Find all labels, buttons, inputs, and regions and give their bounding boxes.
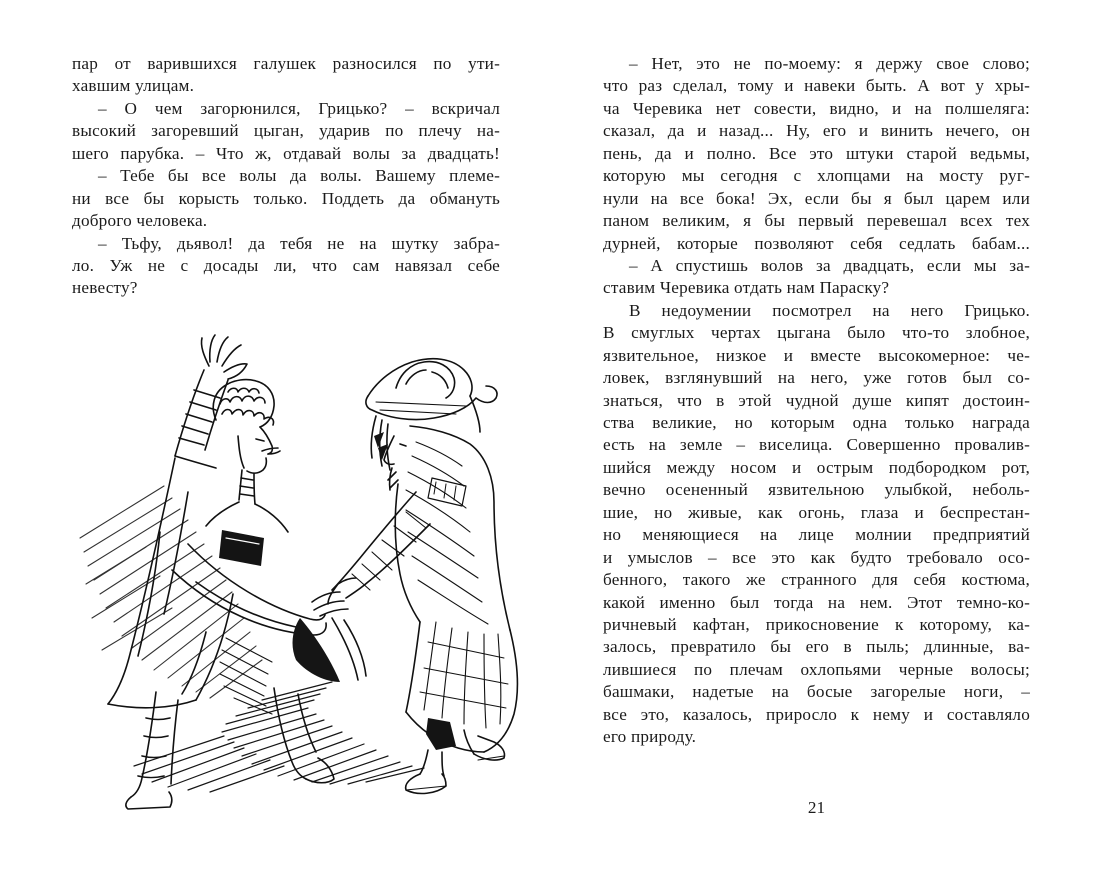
text-line: – Тьфу, дьявол! да тебя не на шутку забра- — [98, 233, 500, 253]
illustration-two-men — [76, 332, 521, 812]
text-line: В смуглых чертах цыгана было что-то злобное, — [603, 323, 1030, 343]
text-line: ло. Уж не с досады ли, что сам навязал себе — [72, 255, 500, 275]
text-line: ства великие, но которым одна только награда — [603, 413, 1030, 432]
text-line: паном великим, я бы первый перевешал всех тех — [603, 211, 1030, 231]
text-line: – Нет, это не по-моему: я держу свое слово; — [629, 54, 1030, 73]
text-line: бенного, такого же странного для себя костюма, — [603, 570, 1030, 590]
text-line: доброго человека. — [72, 211, 208, 231]
text-line: вечно осененный язвительною улыбкой, неболь- — [603, 480, 1030, 500]
text-line: сказал, да и назад... Ну, его и винить нечего, он — [603, 121, 1030, 141]
pen-ink-drawing-icon — [76, 332, 521, 812]
text-line: ча Черевика нет совести, видно, и на полшеляга: — [603, 98, 1030, 118]
text-line: шийся между носом и острым подбородком рот, — [603, 457, 1030, 477]
text-line: есть на земле – виселица. Совершенно провалив- — [603, 435, 1030, 455]
text-line: пень, да и полно. Все это штуки старой ведьмы, — [603, 143, 1030, 163]
text-line: что раз сделал, тому и навеки быть. А вот у хры- — [603, 76, 1030, 96]
text-line: и умыслов – все это как будто требовало осо- — [603, 547, 1030, 567]
text-line: залось, превратило бы его в пыль; длинные, ва- — [603, 637, 1030, 657]
text-line: хавшим улицам. — [72, 76, 195, 96]
text-line: нули на все бока! Эх, если бы я был царем или — [603, 188, 1030, 208]
text-line: шие, но живые, как огонь, глаза и беспрестан- — [603, 502, 1030, 522]
text-line: невесту? — [72, 278, 138, 298]
text-line: высокий загоревший цыган, ударив по плечу на- — [72, 121, 500, 141]
text-line: знаться, что в этой чудной душе кипят достоин- — [603, 390, 1030, 410]
left-text-column — [72, 53, 500, 300]
text-line: – О чем загорюнился, Грицько? – вскричал — [98, 98, 500, 118]
text-line: все это, казалось, приросло к нему и составляло — [603, 704, 1030, 724]
text-line: ричневый кафтан, прикосновение к которому, ка- — [603, 614, 1030, 634]
text-line: которую мы сегодня с хлопцами на мосту руг- — [603, 166, 1030, 186]
text-line: его природу. — [603, 727, 697, 747]
text-line: шего парубка. – Что ж, отдавай волы за двадцать! — [72, 143, 500, 163]
text-line: дурней, которые позволяют себя седлать бабам... — [603, 233, 1030, 253]
text-line: – А спустишь волов за двадцать, если мы за- — [629, 255, 1030, 275]
text-line: какой именно был тогда на нем. Этот темно-ко- — [603, 592, 1030, 612]
text-line: язвительное, низкое и вместе высокомерное: че- — [603, 345, 1030, 365]
text-line: башмаки, надетые на босые загорелые ноги, – — [603, 682, 1030, 702]
text-line: ловек, взглянувший на него, уже готов был со- — [603, 368, 1030, 388]
text-line: пар от варившихся галушек разносился по ути- — [72, 54, 500, 73]
text-line: – Тебе бы все волы да волы. Вашему племе- — [98, 166, 500, 186]
text-line: ни все бы корысть только. Поддеть да обмануть — [72, 188, 500, 208]
text-line: ставим Черевика отдать нам Параску? — [603, 278, 890, 298]
right-page — [550, 0, 1100, 873]
right-text-column — [603, 53, 1030, 749]
text-line: но меняющиеся на лице молнии предприятий — [603, 525, 1030, 545]
page-number: 21 — [807, 798, 826, 817]
text-line: В недоумении посмотрел на него Грицько. — [629, 300, 1030, 320]
text-line: лившиеся по плечам охлопьями черные волосы; — [603, 659, 1030, 679]
